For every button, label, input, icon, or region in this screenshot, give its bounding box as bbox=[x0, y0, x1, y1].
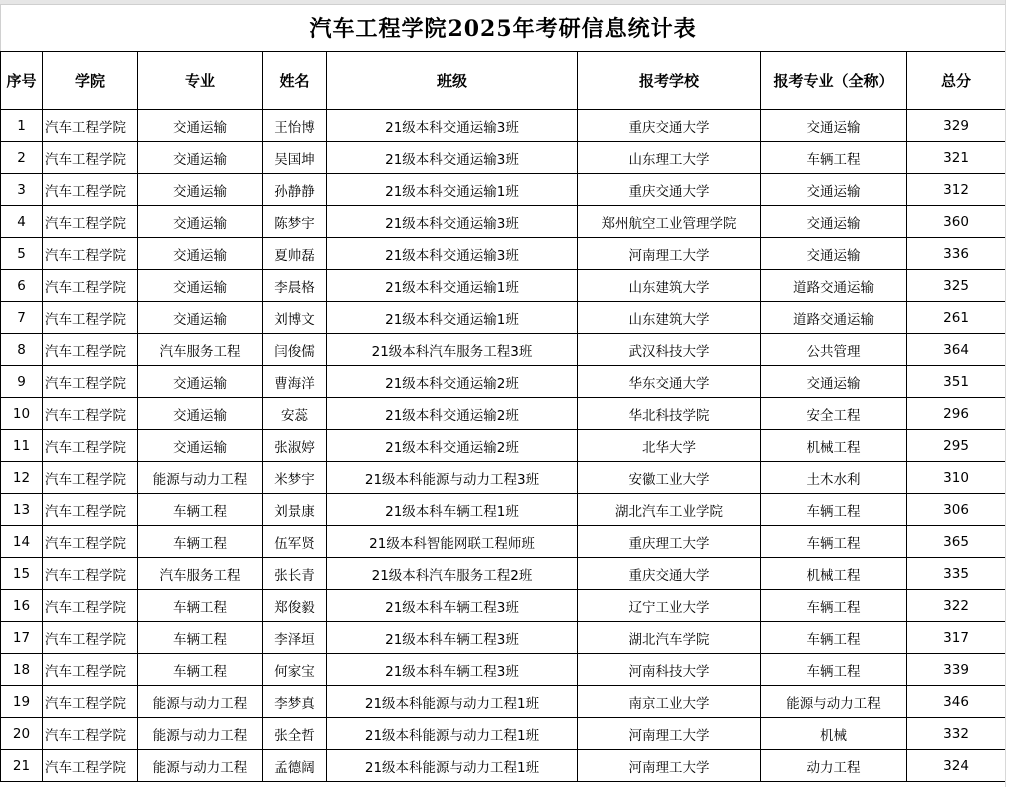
cell-total-score[interactable]: 324 bbox=[907, 750, 1006, 782]
cell-class[interactable]: 21级本科车辆工程1班 bbox=[327, 494, 578, 526]
cell-target-school[interactable]: 湖北汽车工业学院 bbox=[578, 494, 761, 526]
cell-name[interactable]: 夏帅磊 bbox=[263, 238, 327, 270]
table-row bbox=[1, 718, 1006, 750]
cell-target-school[interactable]: 华北科技学院 bbox=[578, 398, 761, 430]
header-target-major[interactable]: 报考专业（全称） bbox=[761, 52, 907, 110]
cell-name[interactable]: 孟德阔 bbox=[263, 750, 327, 782]
cell-name[interactable]: 闫俊儒 bbox=[263, 334, 327, 366]
cell-name[interactable]: 陈梦宇 bbox=[263, 206, 327, 238]
cell-name[interactable]: 刘景康 bbox=[263, 494, 327, 526]
cell-major[interactable]: 车辆工程 bbox=[138, 494, 263, 526]
table-title[interactable]: 汽车工程学院2025年考研信息统计表 bbox=[1, 4, 1006, 52]
cell-target-major[interactable]: 道路交通运输 bbox=[761, 270, 907, 302]
table-row bbox=[1, 558, 1006, 590]
cell-index[interactable]: 5 bbox=[1, 238, 43, 270]
cell-college[interactable]: 汽车工程学院 bbox=[43, 398, 138, 430]
table-row bbox=[1, 398, 1006, 430]
cell-college[interactable]: 汽车工程学院 bbox=[43, 270, 138, 302]
cell-class[interactable]: 21级本科能源与动力工程1班 bbox=[327, 750, 578, 782]
cell-total-score[interactable]: 336 bbox=[907, 238, 1006, 270]
cell-class[interactable]: 21级本科交通运输2班 bbox=[327, 430, 578, 462]
cell-name[interactable]: 张长青 bbox=[263, 558, 327, 590]
cell-target-major[interactable]: 车辆工程 bbox=[761, 622, 907, 654]
cell-target-school[interactable]: 华东交通大学 bbox=[578, 366, 761, 398]
cell-target-major[interactable]: 车辆工程 bbox=[761, 526, 907, 558]
cell-index[interactable]: 7 bbox=[1, 302, 43, 334]
cell-total-score[interactable]: 296 bbox=[907, 398, 1006, 430]
cell-college[interactable]: 汽车工程学院 bbox=[43, 462, 138, 494]
cell-class[interactable]: 21级本科汽车服务工程2班 bbox=[327, 558, 578, 590]
cell-name[interactable]: 曹海洋 bbox=[263, 366, 327, 398]
cell-target-school[interactable]: 山东理工大学 bbox=[578, 142, 761, 174]
cell-college[interactable]: 汽车工程学院 bbox=[43, 718, 138, 750]
cell-total-score[interactable]: 312 bbox=[907, 174, 1006, 206]
cell-major[interactable]: 交通运输 bbox=[138, 142, 263, 174]
cell-index[interactable]: 9 bbox=[1, 366, 43, 398]
cell-index[interactable]: 11 bbox=[1, 430, 43, 462]
cell-index[interactable]: 3 bbox=[1, 174, 43, 206]
cell-total-score[interactable]: 322 bbox=[907, 590, 1006, 622]
cell-total-score[interactable]: 317 bbox=[907, 622, 1006, 654]
cell-target-major[interactable]: 道路交通运输 bbox=[761, 302, 907, 334]
cell-index[interactable]: 10 bbox=[1, 398, 43, 430]
cell-target-major[interactable]: 交通运输 bbox=[761, 110, 907, 142]
table-row bbox=[1, 750, 1006, 782]
table-row bbox=[1, 302, 1006, 334]
cell-college[interactable]: 汽车工程学院 bbox=[43, 526, 138, 558]
cell-major[interactable]: 交通运输 bbox=[138, 110, 263, 142]
table-row bbox=[1, 142, 1006, 174]
cell-college[interactable]: 汽车工程学院 bbox=[43, 238, 138, 270]
cell-index[interactable]: 8 bbox=[1, 334, 43, 366]
cell-total-score[interactable]: 261 bbox=[907, 302, 1006, 334]
header-total-score[interactable]: 总分 bbox=[907, 52, 1006, 110]
cell-target-major[interactable]: 安全工程 bbox=[761, 398, 907, 430]
cell-target-school[interactable]: 武汉科技大学 bbox=[578, 334, 761, 366]
cell-target-major[interactable]: 能源与动力工程 bbox=[761, 686, 907, 718]
table-row bbox=[1, 462, 1006, 494]
cell-target-major[interactable]: 交通运输 bbox=[761, 366, 907, 398]
cell-name[interactable]: 王怡博 bbox=[263, 110, 327, 142]
cell-target-school[interactable]: 山东建筑大学 bbox=[578, 270, 761, 302]
cell-target-school[interactable]: 河南理工大学 bbox=[578, 238, 761, 270]
header-college[interactable]: 学院 bbox=[43, 52, 138, 110]
cell-target-major[interactable]: 机械工程 bbox=[761, 430, 907, 462]
table-row bbox=[1, 622, 1006, 654]
cell-target-school[interactable]: 郑州航空工业管理学院 bbox=[578, 206, 761, 238]
cell-index[interactable]: 2 bbox=[1, 142, 43, 174]
header-major[interactable]: 专业 bbox=[138, 52, 263, 110]
cell-index[interactable]: 4 bbox=[1, 206, 43, 238]
table-row bbox=[1, 430, 1006, 462]
cell-major[interactable]: 交通运输 bbox=[138, 366, 263, 398]
cell-index[interactable]: 18 bbox=[1, 654, 43, 686]
cell-total-score[interactable]: 332 bbox=[907, 718, 1006, 750]
cell-index[interactable]: 15 bbox=[1, 558, 43, 590]
table-row bbox=[1, 334, 1006, 366]
cell-name[interactable]: 李晨格 bbox=[263, 270, 327, 302]
cell-index[interactable]: 14 bbox=[1, 526, 43, 558]
cell-total-score[interactable]: 339 bbox=[907, 654, 1006, 686]
cell-name[interactable]: 孙静静 bbox=[263, 174, 327, 206]
cell-class[interactable]: 21级本科交通运输1班 bbox=[327, 302, 578, 334]
cell-index[interactable]: 1 bbox=[1, 110, 43, 142]
cell-index[interactable]: 20 bbox=[1, 718, 43, 750]
table-row bbox=[1, 654, 1006, 686]
cell-class[interactable]: 21级本科车辆工程3班 bbox=[327, 622, 578, 654]
cell-target-school[interactable]: 安徽工业大学 bbox=[578, 462, 761, 494]
cell-major[interactable]: 交通运输 bbox=[138, 430, 263, 462]
cell-total-score[interactable]: 364 bbox=[907, 334, 1006, 366]
cell-class[interactable]: 21级本科能源与动力工程1班 bbox=[327, 686, 578, 718]
cell-target-major[interactable]: 车辆工程 bbox=[761, 590, 907, 622]
cell-total-score[interactable]: 295 bbox=[907, 430, 1006, 462]
cell-college[interactable]: 汽车工程学院 bbox=[43, 750, 138, 782]
cell-total-score[interactable]: 325 bbox=[907, 270, 1006, 302]
cell-target-major[interactable]: 交通运输 bbox=[761, 206, 907, 238]
cell-college[interactable]: 汽车工程学院 bbox=[43, 622, 138, 654]
cell-major[interactable]: 能源与动力工程 bbox=[138, 686, 263, 718]
cell-class[interactable]: 21级本科汽车服务工程3班 bbox=[327, 334, 578, 366]
cell-college[interactable]: 汽车工程学院 bbox=[43, 558, 138, 590]
cell-target-school[interactable]: 重庆交通大学 bbox=[578, 174, 761, 206]
cell-target-school[interactable]: 重庆理工大学 bbox=[578, 526, 761, 558]
cell-class[interactable]: 21级本科交通运输3班 bbox=[327, 238, 578, 270]
cell-class[interactable]: 21级本科交通运输1班 bbox=[327, 174, 578, 206]
cell-name[interactable]: 张淑婷 bbox=[263, 430, 327, 462]
table-row bbox=[1, 238, 1006, 270]
cell-total-score[interactable]: 306 bbox=[907, 494, 1006, 526]
cell-class[interactable]: 21级本科交通运输2班 bbox=[327, 366, 578, 398]
cell-name[interactable]: 何家宝 bbox=[263, 654, 327, 686]
cell-target-school[interactable]: 湖北汽车学院 bbox=[578, 622, 761, 654]
cell-class[interactable]: 21级本科车辆工程3班 bbox=[327, 654, 578, 686]
cell-target-school[interactable]: 河南理工大学 bbox=[578, 750, 761, 782]
cell-college[interactable]: 汽车工程学院 bbox=[43, 334, 138, 366]
cell-class[interactable]: 21级本科智能网联工程师班 bbox=[327, 526, 578, 558]
cell-college[interactable]: 汽车工程学院 bbox=[43, 206, 138, 238]
cell-class[interactable]: 21级本科能源与动力工程3班 bbox=[327, 462, 578, 494]
cell-target-major[interactable]: 车辆工程 bbox=[761, 654, 907, 686]
cell-index[interactable]: 17 bbox=[1, 622, 43, 654]
cell-total-score[interactable]: 335 bbox=[907, 558, 1006, 590]
table-row bbox=[1, 110, 1006, 142]
cell-target-school[interactable]: 河南科技大学 bbox=[578, 654, 761, 686]
cell-target-major[interactable]: 机械工程 bbox=[761, 558, 907, 590]
cell-class[interactable]: 21级本科能源与动力工程1班 bbox=[327, 718, 578, 750]
cell-index[interactable]: 19 bbox=[1, 686, 43, 718]
table-row bbox=[1, 366, 1006, 398]
cell-index[interactable]: 12 bbox=[1, 462, 43, 494]
header-name[interactable]: 姓名 bbox=[263, 52, 327, 110]
cell-major[interactable]: 车辆工程 bbox=[138, 590, 263, 622]
cell-target-school[interactable]: 重庆交通大学 bbox=[578, 558, 761, 590]
cell-college[interactable]: 汽车工程学院 bbox=[43, 430, 138, 462]
cell-name[interactable]: 李梦真 bbox=[263, 686, 327, 718]
cell-target-school[interactable]: 南京工业大学 bbox=[578, 686, 761, 718]
cell-total-score[interactable]: 321 bbox=[907, 142, 1006, 174]
cell-major[interactable]: 交通运输 bbox=[138, 174, 263, 206]
cell-major[interactable]: 车辆工程 bbox=[138, 526, 263, 558]
cell-name[interactable]: 刘博文 bbox=[263, 302, 327, 334]
cell-target-school[interactable]: 辽宁工业大学 bbox=[578, 590, 761, 622]
header-index[interactable]: 序号 bbox=[1, 52, 43, 110]
stats-table bbox=[0, 4, 1006, 782]
cell-major[interactable]: 交通运输 bbox=[138, 302, 263, 334]
cell-major[interactable]: 能源与动力工程 bbox=[138, 718, 263, 750]
cell-major[interactable]: 车辆工程 bbox=[138, 622, 263, 654]
cell-name[interactable]: 伍军贤 bbox=[263, 526, 327, 558]
cell-total-score[interactable]: 365 bbox=[907, 526, 1006, 558]
cell-major[interactable]: 能源与动力工程 bbox=[138, 750, 263, 782]
table-row bbox=[1, 270, 1006, 302]
cell-name[interactable]: 吴国坤 bbox=[263, 142, 327, 174]
cell-major[interactable]: 能源与动力工程 bbox=[138, 462, 263, 494]
cell-college[interactable]: 汽车工程学院 bbox=[43, 686, 138, 718]
cell-name[interactable]: 安蕊 bbox=[263, 398, 327, 430]
cell-target-major[interactable]: 交通运输 bbox=[761, 238, 907, 270]
cell-major[interactable]: 车辆工程 bbox=[138, 654, 263, 686]
cell-total-score[interactable]: 351 bbox=[907, 366, 1006, 398]
table-row bbox=[1, 174, 1006, 206]
cell-total-score[interactable]: 360 bbox=[907, 206, 1006, 238]
table-row bbox=[1, 590, 1006, 622]
cell-class[interactable]: 21级本科交通运输3班 bbox=[327, 110, 578, 142]
cell-total-score[interactable]: 346 bbox=[907, 686, 1006, 718]
cell-major[interactable]: 汽车服务工程 bbox=[138, 334, 263, 366]
cell-index[interactable]: 16 bbox=[1, 590, 43, 622]
cell-name[interactable]: 郑俊毅 bbox=[263, 590, 327, 622]
table-row bbox=[1, 494, 1006, 526]
cell-class[interactable]: 21级本科交通运输3班 bbox=[327, 206, 578, 238]
cell-target-major[interactable]: 机械 bbox=[761, 718, 907, 750]
cell-class[interactable]: 21级本科车辆工程3班 bbox=[327, 590, 578, 622]
cell-target-school[interactable]: 河南理工大学 bbox=[578, 718, 761, 750]
cell-target-major[interactable]: 车辆工程 bbox=[761, 494, 907, 526]
adjacent-column bbox=[1005, 0, 1009, 787]
cell-target-major[interactable]: 交通运输 bbox=[761, 174, 907, 206]
cell-college[interactable]: 汽车工程学院 bbox=[43, 302, 138, 334]
cell-target-school[interactable]: 北华大学 bbox=[578, 430, 761, 462]
cell-total-score[interactable]: 329 bbox=[907, 110, 1006, 142]
cell-name[interactable]: 李泽垣 bbox=[263, 622, 327, 654]
header-target-school[interactable]: 报考学校 bbox=[578, 52, 761, 110]
cell-class[interactable]: 21级本科交通运输1班 bbox=[327, 270, 578, 302]
cell-target-school[interactable]: 山东建筑大学 bbox=[578, 302, 761, 334]
cell-college[interactable]: 汽车工程学院 bbox=[43, 494, 138, 526]
cell-target-major[interactable]: 动力工程 bbox=[761, 750, 907, 782]
cell-total-score[interactable]: 310 bbox=[907, 462, 1006, 494]
cell-major[interactable]: 汽车服务工程 bbox=[138, 558, 263, 590]
table-row bbox=[1, 686, 1006, 718]
cell-index[interactable]: 21 bbox=[1, 750, 43, 782]
cell-name[interactable]: 米梦宇 bbox=[263, 462, 327, 494]
cell-index[interactable]: 6 bbox=[1, 270, 43, 302]
table-row bbox=[1, 526, 1006, 558]
cell-class[interactable]: 21级本科交通运输2班 bbox=[327, 398, 578, 430]
cell-college[interactable]: 汽车工程学院 bbox=[43, 174, 138, 206]
cell-college[interactable]: 汽车工程学院 bbox=[43, 590, 138, 622]
cell-major[interactable]: 交通运输 bbox=[138, 270, 263, 302]
cell-major[interactable]: 交通运输 bbox=[138, 238, 263, 270]
cell-target-major[interactable]: 土木水利 bbox=[761, 462, 907, 494]
cell-college[interactable]: 汽车工程学院 bbox=[43, 654, 138, 686]
cell-target-major[interactable]: 公共管理 bbox=[761, 334, 907, 366]
cell-name[interactable]: 张全哲 bbox=[263, 718, 327, 750]
cell-target-major[interactable]: 车辆工程 bbox=[761, 142, 907, 174]
cell-major[interactable]: 交通运输 bbox=[138, 398, 263, 430]
cell-major[interactable]: 交通运输 bbox=[138, 206, 263, 238]
cell-class[interactable]: 21级本科交通运输3班 bbox=[327, 142, 578, 174]
header-class[interactable]: 班级 bbox=[327, 52, 578, 110]
cell-target-school[interactable]: 重庆交通大学 bbox=[578, 110, 761, 142]
cell-college[interactable]: 汽车工程学院 bbox=[43, 142, 138, 174]
cell-index[interactable]: 13 bbox=[1, 494, 43, 526]
cell-college[interactable]: 汽车工程学院 bbox=[43, 110, 138, 142]
table-row bbox=[1, 206, 1006, 238]
cell-college[interactable]: 汽车工程学院 bbox=[43, 366, 138, 398]
